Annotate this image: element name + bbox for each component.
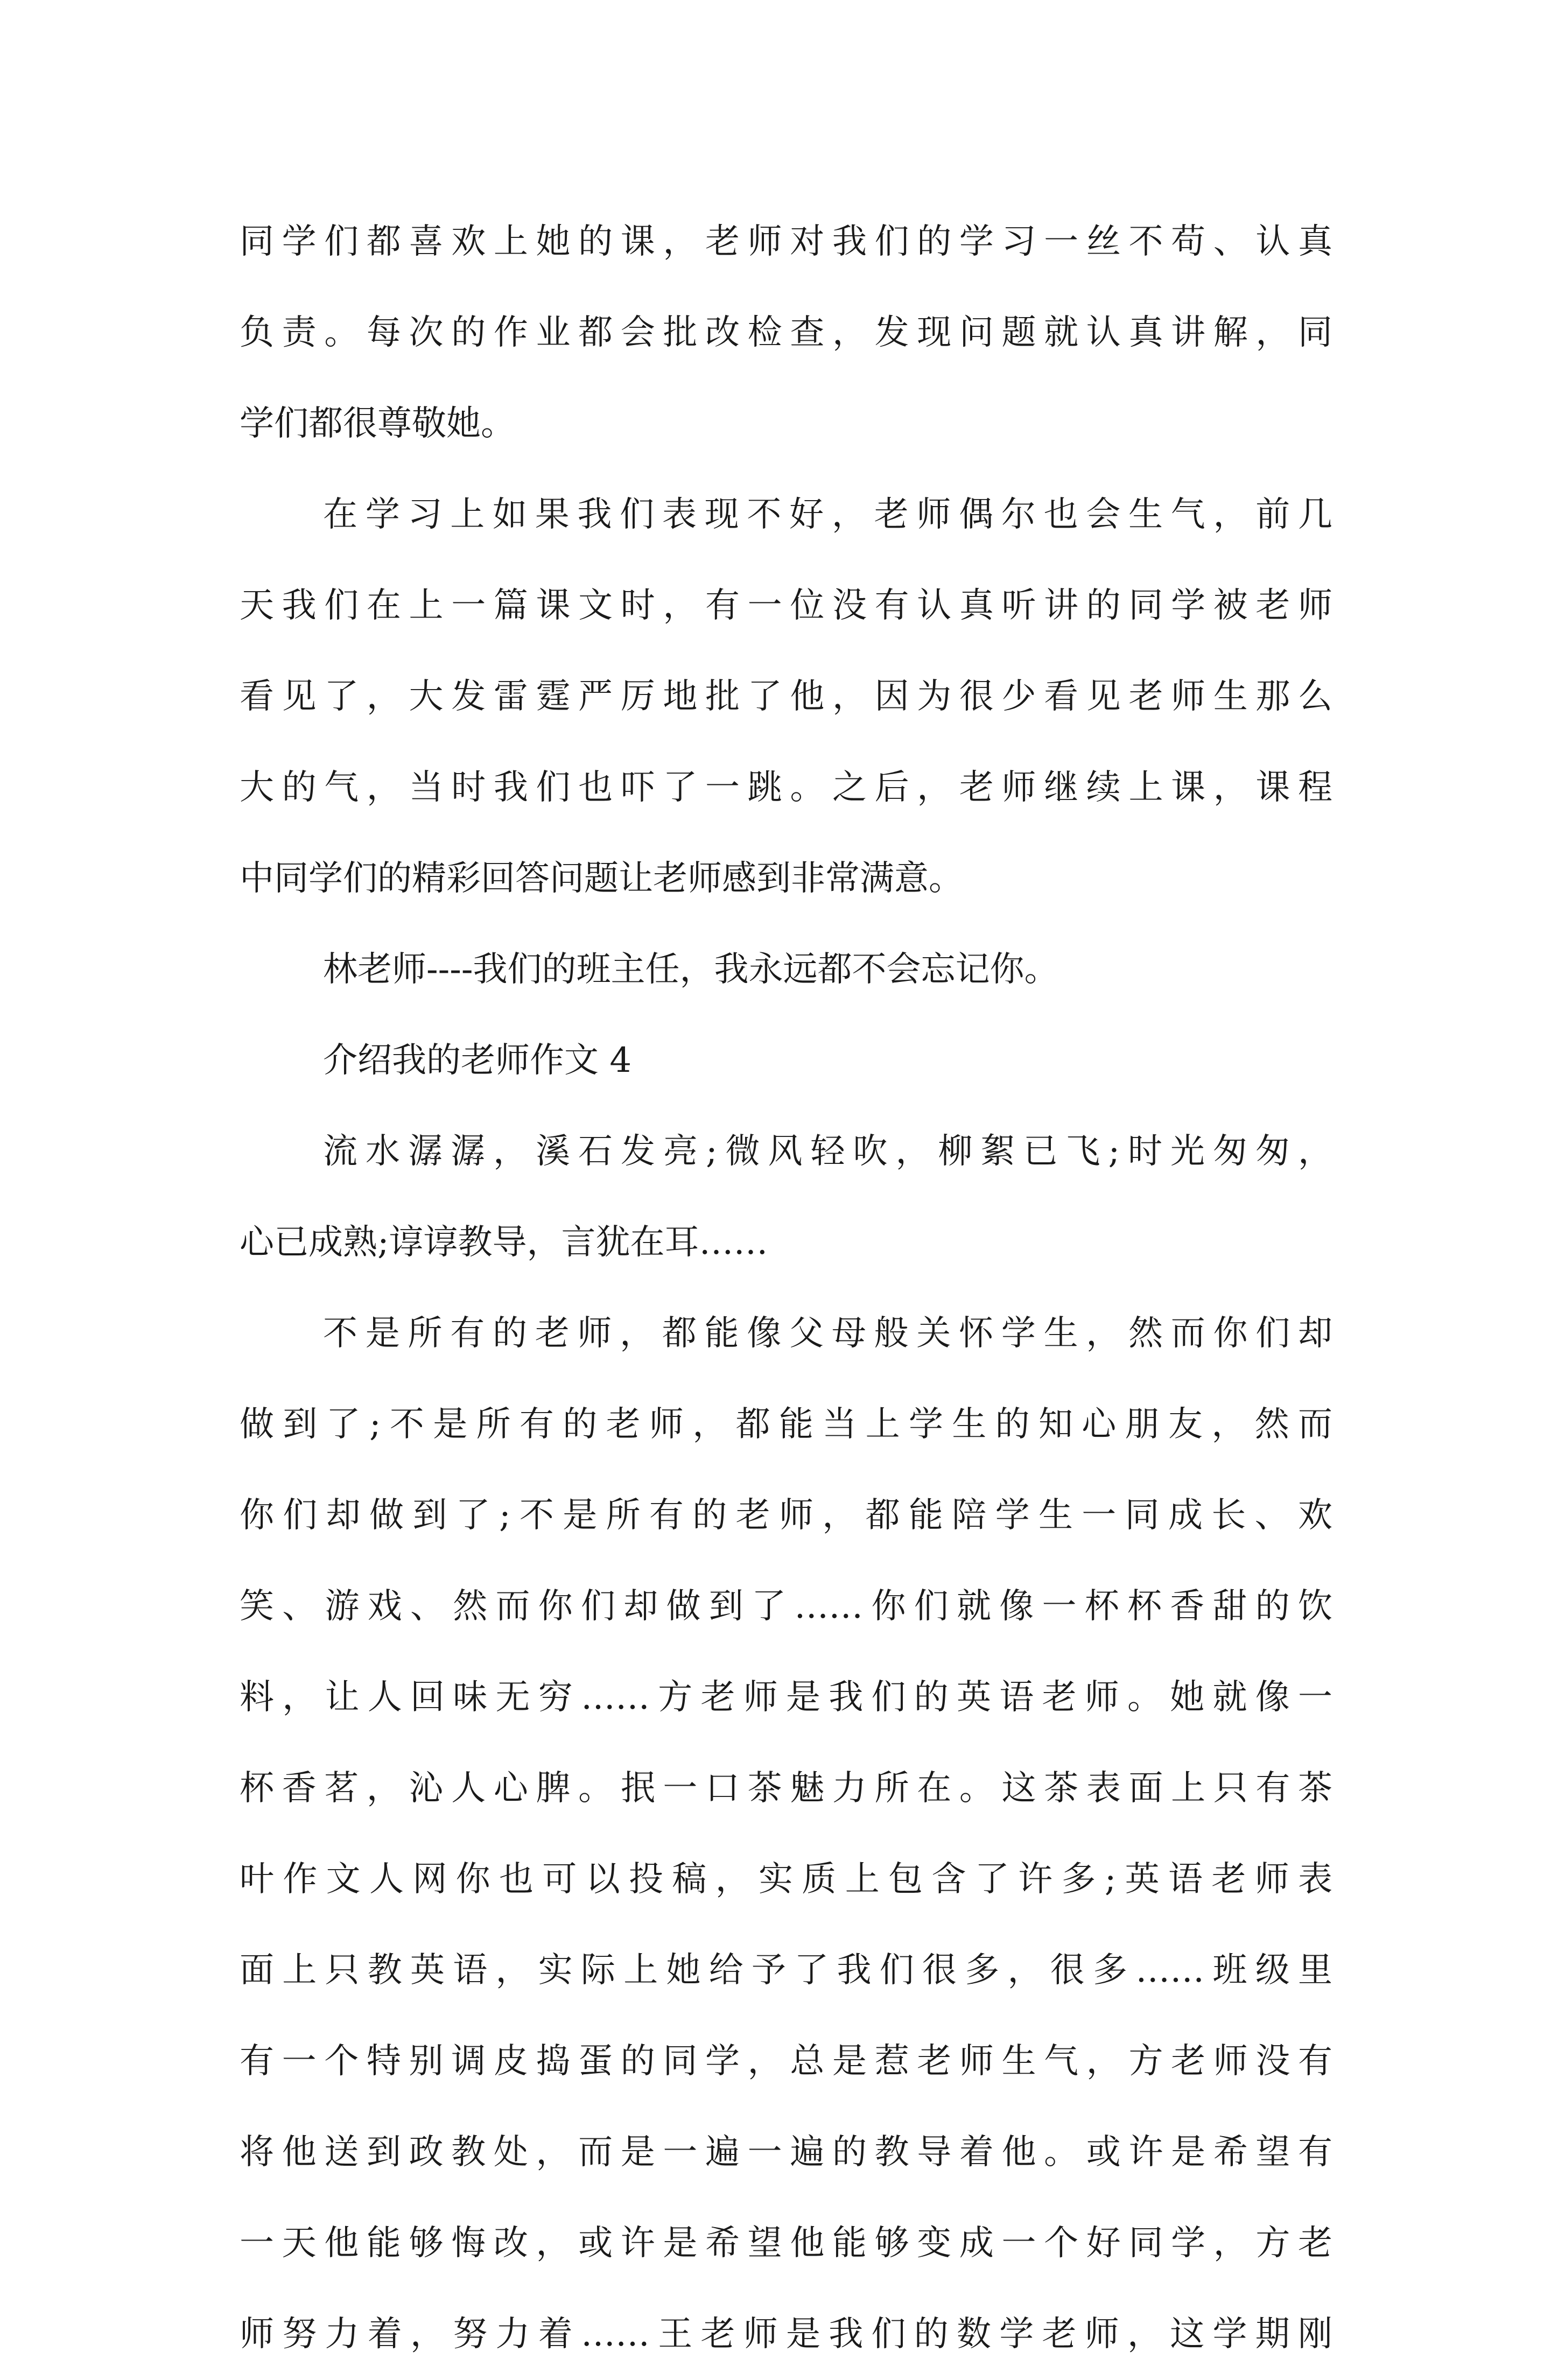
text-line: 叶作文人网你也可以投稿，实质上包含了许多;英语老师表 [240, 1859, 1332, 1899]
text-line: 有一个特别调皮捣蛋的同学，总是惹老师生气，方老师没有 [240, 2041, 1332, 2081]
text-line: 大的气，当时我们也吓了一跳。之后，老师继续上课，课程 [240, 768, 1332, 808]
text-line: 师努力着，努力着……王老师是我们的数学老师，这学期刚 [240, 2314, 1332, 2354]
text-line: 料，让人回味无穷……方老师是我们的英语老师。她就像一 [240, 1677, 1332, 1717]
text-line: 你们却做到了;不是所有的老师，都能陪学生一同成长、欢 [240, 1496, 1332, 1535]
text-line: 面上只教英语，实际上她给予了我们很多，很多……班级里 [240, 1950, 1332, 1990]
text-line: 笑、游戏、然而你们却做到了……你们就像一杯杯香甜的饮 [240, 1586, 1332, 1626]
text-line: 一天他能够悔改，或许是希望他能够变成一个好同学，方老 [240, 2223, 1332, 2263]
paragraph-first-line: 在学习上如果我们表现不好，老师偶尔也会生气，前几 [323, 495, 1332, 535]
document-body [240, 196, 1332, 2380]
paragraph-first-line: 林老师----我们的班主任，我永远都不会忘记你。 [323, 950, 1059, 989]
paragraph-first-line: 不是所有的老师，都能像父母般关怀学生，然而你们却 [323, 1314, 1332, 1353]
text-line: 看见了，大发雷霆严厉地批了他，因为很少看见老师生那么 [240, 677, 1332, 717]
text-line: 中同学们的精彩回答问题让老师感到非常满意。 [240, 859, 963, 898]
text-line: 天我们在上一篇课文时，有一位没有认真听讲的同学被老师 [240, 586, 1332, 626]
text-line: 心已成熟;谆谆教导，言犹在耳…… [240, 1223, 768, 1262]
text-line: 学们都很尊敬她。 [240, 404, 515, 444]
text-line: 杯香茗，沁人心脾。抿一口茶魅力所在。这茶表面上只有茶 [240, 1768, 1332, 1808]
text-line: 同学们都喜欢上她的课，老师对我们的学习一丝不苟、认真 [240, 222, 1332, 262]
text-line: 做到了;不是所有的老师，都能当上学生的知心朋友，然而 [240, 1405, 1332, 1444]
paragraph-first-line: 流水潺潺，溪石发亮;微风轻吹，柳絮已飞;时光匆匆， [323, 1132, 1332, 1171]
section-heading: 介绍我的老师作文 4 [323, 1041, 632, 1080]
text-line: 负责。每次的作业都会批改检查，发现问题就认真讲解，同 [240, 313, 1332, 353]
text-line: 将他送到政教处，而是一遍一遍的教导着他。或许是希望有 [240, 2132, 1332, 2172]
